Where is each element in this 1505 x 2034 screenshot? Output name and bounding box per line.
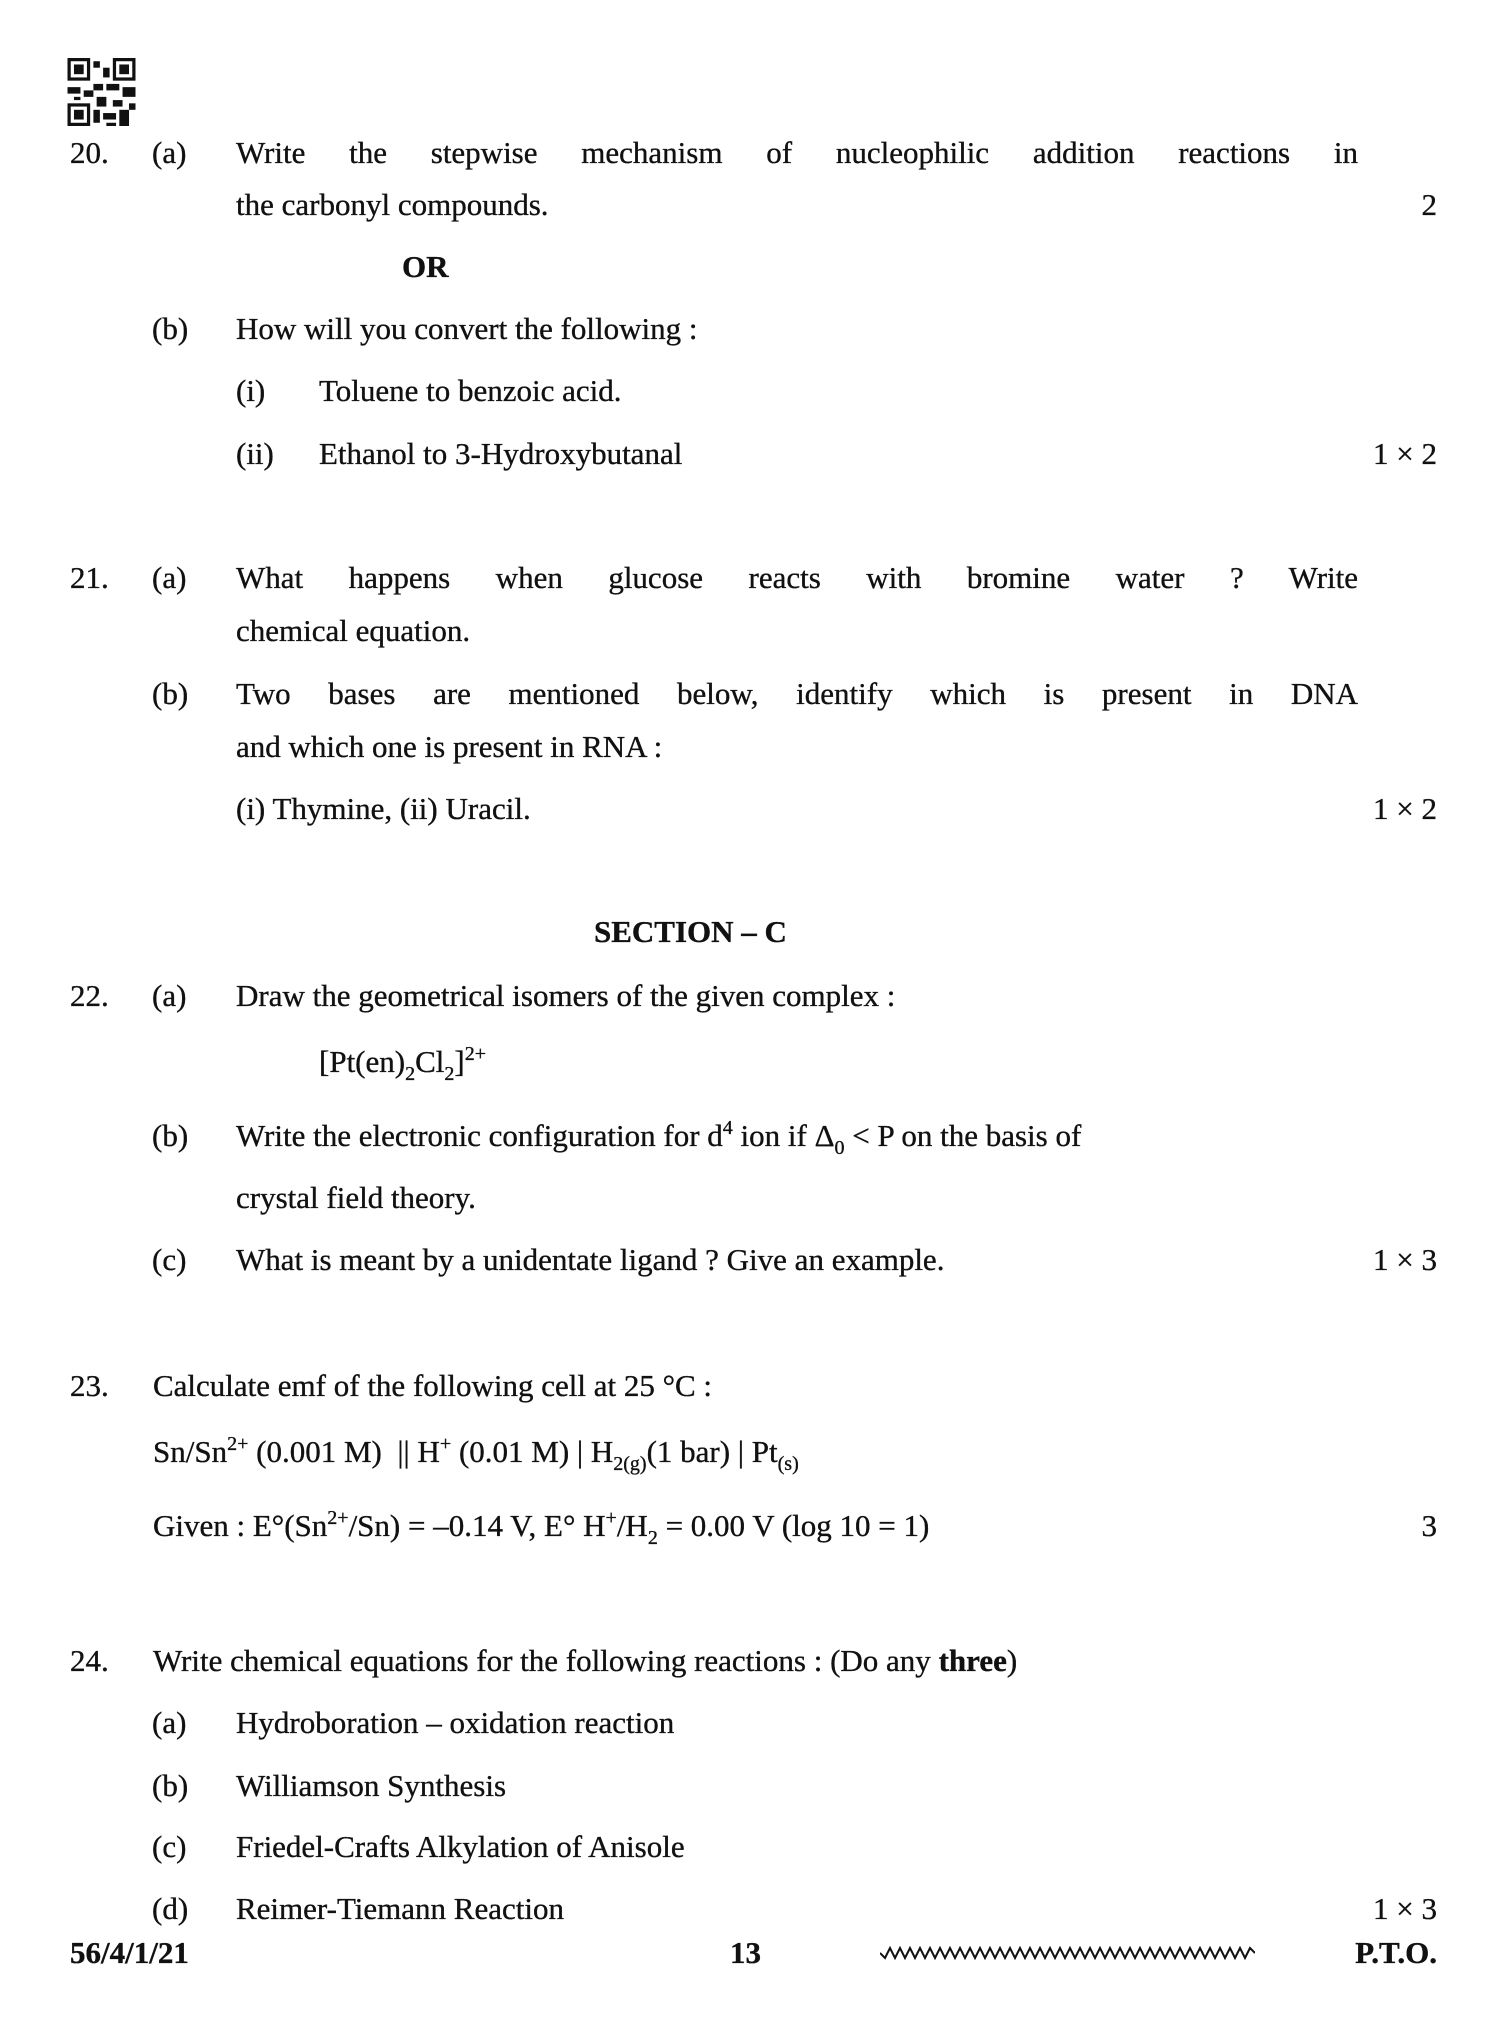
question-text: Draw the geometrical isomers of the given complex : bbox=[236, 978, 896, 1013]
subscript: (s) bbox=[777, 1453, 799, 1475]
marks: 1 × 2 bbox=[1373, 436, 1437, 471]
part-label: (a) bbox=[152, 135, 187, 170]
superscript: 2+ bbox=[327, 1507, 349, 1529]
question-text: Write the stepwise mechanism of nucleophilic addition reactions in bbox=[236, 135, 1358, 170]
wavy-line-divider bbox=[880, 1945, 1255, 1961]
text-part: = 0.00 V (log 10 = 1) bbox=[657, 1508, 930, 1543]
subscript: 2 bbox=[444, 1063, 455, 1085]
text-part: /Sn) = –0.14 V, E° H bbox=[348, 1508, 606, 1543]
marks: 1 × 3 bbox=[1373, 1242, 1437, 1277]
subscript: 0 bbox=[834, 1137, 845, 1159]
superscript: 2+ bbox=[227, 1433, 249, 1455]
formula-part: [Pt(en) bbox=[319, 1044, 406, 1079]
question-text: How will you convert the following : bbox=[236, 311, 698, 346]
marks: 1 × 2 bbox=[1373, 791, 1437, 826]
question-text: (i) Thymine, (ii) Uracil. bbox=[236, 791, 531, 826]
reaction-item: Hydroboration – oxidation reaction bbox=[236, 1705, 675, 1740]
reaction-item: Reimer-Tiemann Reaction bbox=[236, 1891, 564, 1926]
superscript: + bbox=[439, 1433, 452, 1455]
question-text: Toluene to benzoic acid. bbox=[319, 373, 622, 408]
subscript: 2 bbox=[647, 1527, 658, 1549]
part-label: (b) bbox=[152, 1768, 189, 1803]
subscript: 2 bbox=[405, 1063, 416, 1085]
question-number: 22. bbox=[70, 978, 109, 1013]
question-text bbox=[153, 1645, 1017, 1676]
text-part: /H bbox=[616, 1508, 648, 1543]
question-text: the carbonyl compounds. bbox=[236, 187, 549, 222]
subpart-label: (ii) bbox=[236, 436, 274, 471]
formula-part: Cl bbox=[415, 1044, 445, 1079]
qr-code-icon bbox=[67, 58, 136, 126]
part-label: (b) bbox=[152, 1118, 189, 1153]
text-part: (0.001 M) || H bbox=[248, 1434, 440, 1469]
question-text: What happens when glucose reacts with bromine water ? Write bbox=[236, 560, 1358, 595]
question-text: and which one is present in RNA : bbox=[236, 729, 663, 764]
part-label: (b) bbox=[152, 676, 189, 711]
or-divider: OR bbox=[402, 249, 449, 284]
superscript: + bbox=[605, 1507, 617, 1529]
question-text: crystal field theory. bbox=[236, 1180, 476, 1215]
subscript: 2(g) bbox=[613, 1453, 647, 1475]
superscript: 2+ bbox=[464, 1043, 486, 1065]
text-part: Write the electronic configuration for d bbox=[236, 1118, 723, 1153]
question-text: Two bases are mentioned below, identify which is present in DNA bbox=[236, 676, 1358, 711]
complex-formula bbox=[319, 1043, 486, 1085]
text-part: < P on the basis of bbox=[844, 1118, 1082, 1153]
part-label: (a) bbox=[152, 978, 187, 1013]
subpart-label: (i) bbox=[236, 373, 266, 408]
part-label: (a) bbox=[152, 1705, 187, 1740]
question-number: 20. bbox=[70, 135, 109, 170]
marks: 3 bbox=[1421, 1508, 1437, 1543]
page-number: 13 bbox=[730, 1935, 761, 1970]
reaction-item: Friedel-Crafts Alkylation of Anisole bbox=[236, 1829, 685, 1864]
part-label: (a) bbox=[152, 560, 187, 595]
question-text bbox=[236, 1117, 1358, 1159]
part-label: (c) bbox=[152, 1242, 187, 1277]
question-text: Ethanol to 3-Hydroxybutanal bbox=[319, 436, 683, 471]
question-text: Calculate emf of the following cell at 25 °C : bbox=[153, 1368, 713, 1403]
part-label: (c) bbox=[152, 1829, 187, 1864]
given-data bbox=[153, 1507, 930, 1549]
text-part: Sn/Sn bbox=[153, 1434, 228, 1469]
part-label: (d) bbox=[152, 1891, 189, 1926]
question-text: chemical equation. bbox=[236, 613, 471, 648]
question-number: 21. bbox=[70, 560, 109, 595]
section-heading: SECTION – C bbox=[594, 914, 787, 949]
emphasis: three bbox=[938, 1643, 1007, 1678]
text-part: Write chemical equations for the following reactions : (Do any bbox=[153, 1643, 939, 1678]
formula-part: ] bbox=[454, 1044, 465, 1079]
text-part: ion if Δ bbox=[732, 1118, 835, 1153]
reaction-item: Williamson Synthesis bbox=[236, 1768, 507, 1803]
question-number: 23. bbox=[70, 1368, 109, 1403]
paper-code: 56/4/1/21 bbox=[70, 1935, 189, 1970]
text-part: (0.01 M) | H bbox=[451, 1434, 614, 1469]
cell-notation bbox=[153, 1433, 799, 1475]
pto-label: P.T.O. bbox=[1355, 1935, 1437, 1970]
marks: 1 × 3 bbox=[1373, 1891, 1437, 1926]
question-text: What is meant by a unidentate ligand ? Give an example. bbox=[236, 1242, 945, 1277]
text-part: ) bbox=[1006, 1643, 1018, 1678]
text-part: (1 bar) | Pt bbox=[646, 1434, 778, 1469]
text-part: Given : E°(Sn bbox=[153, 1508, 328, 1543]
part-label: (b) bbox=[152, 311, 189, 346]
superscript: 4 bbox=[722, 1117, 733, 1139]
marks: 2 bbox=[1421, 187, 1437, 222]
question-number: 24. bbox=[70, 1643, 109, 1678]
